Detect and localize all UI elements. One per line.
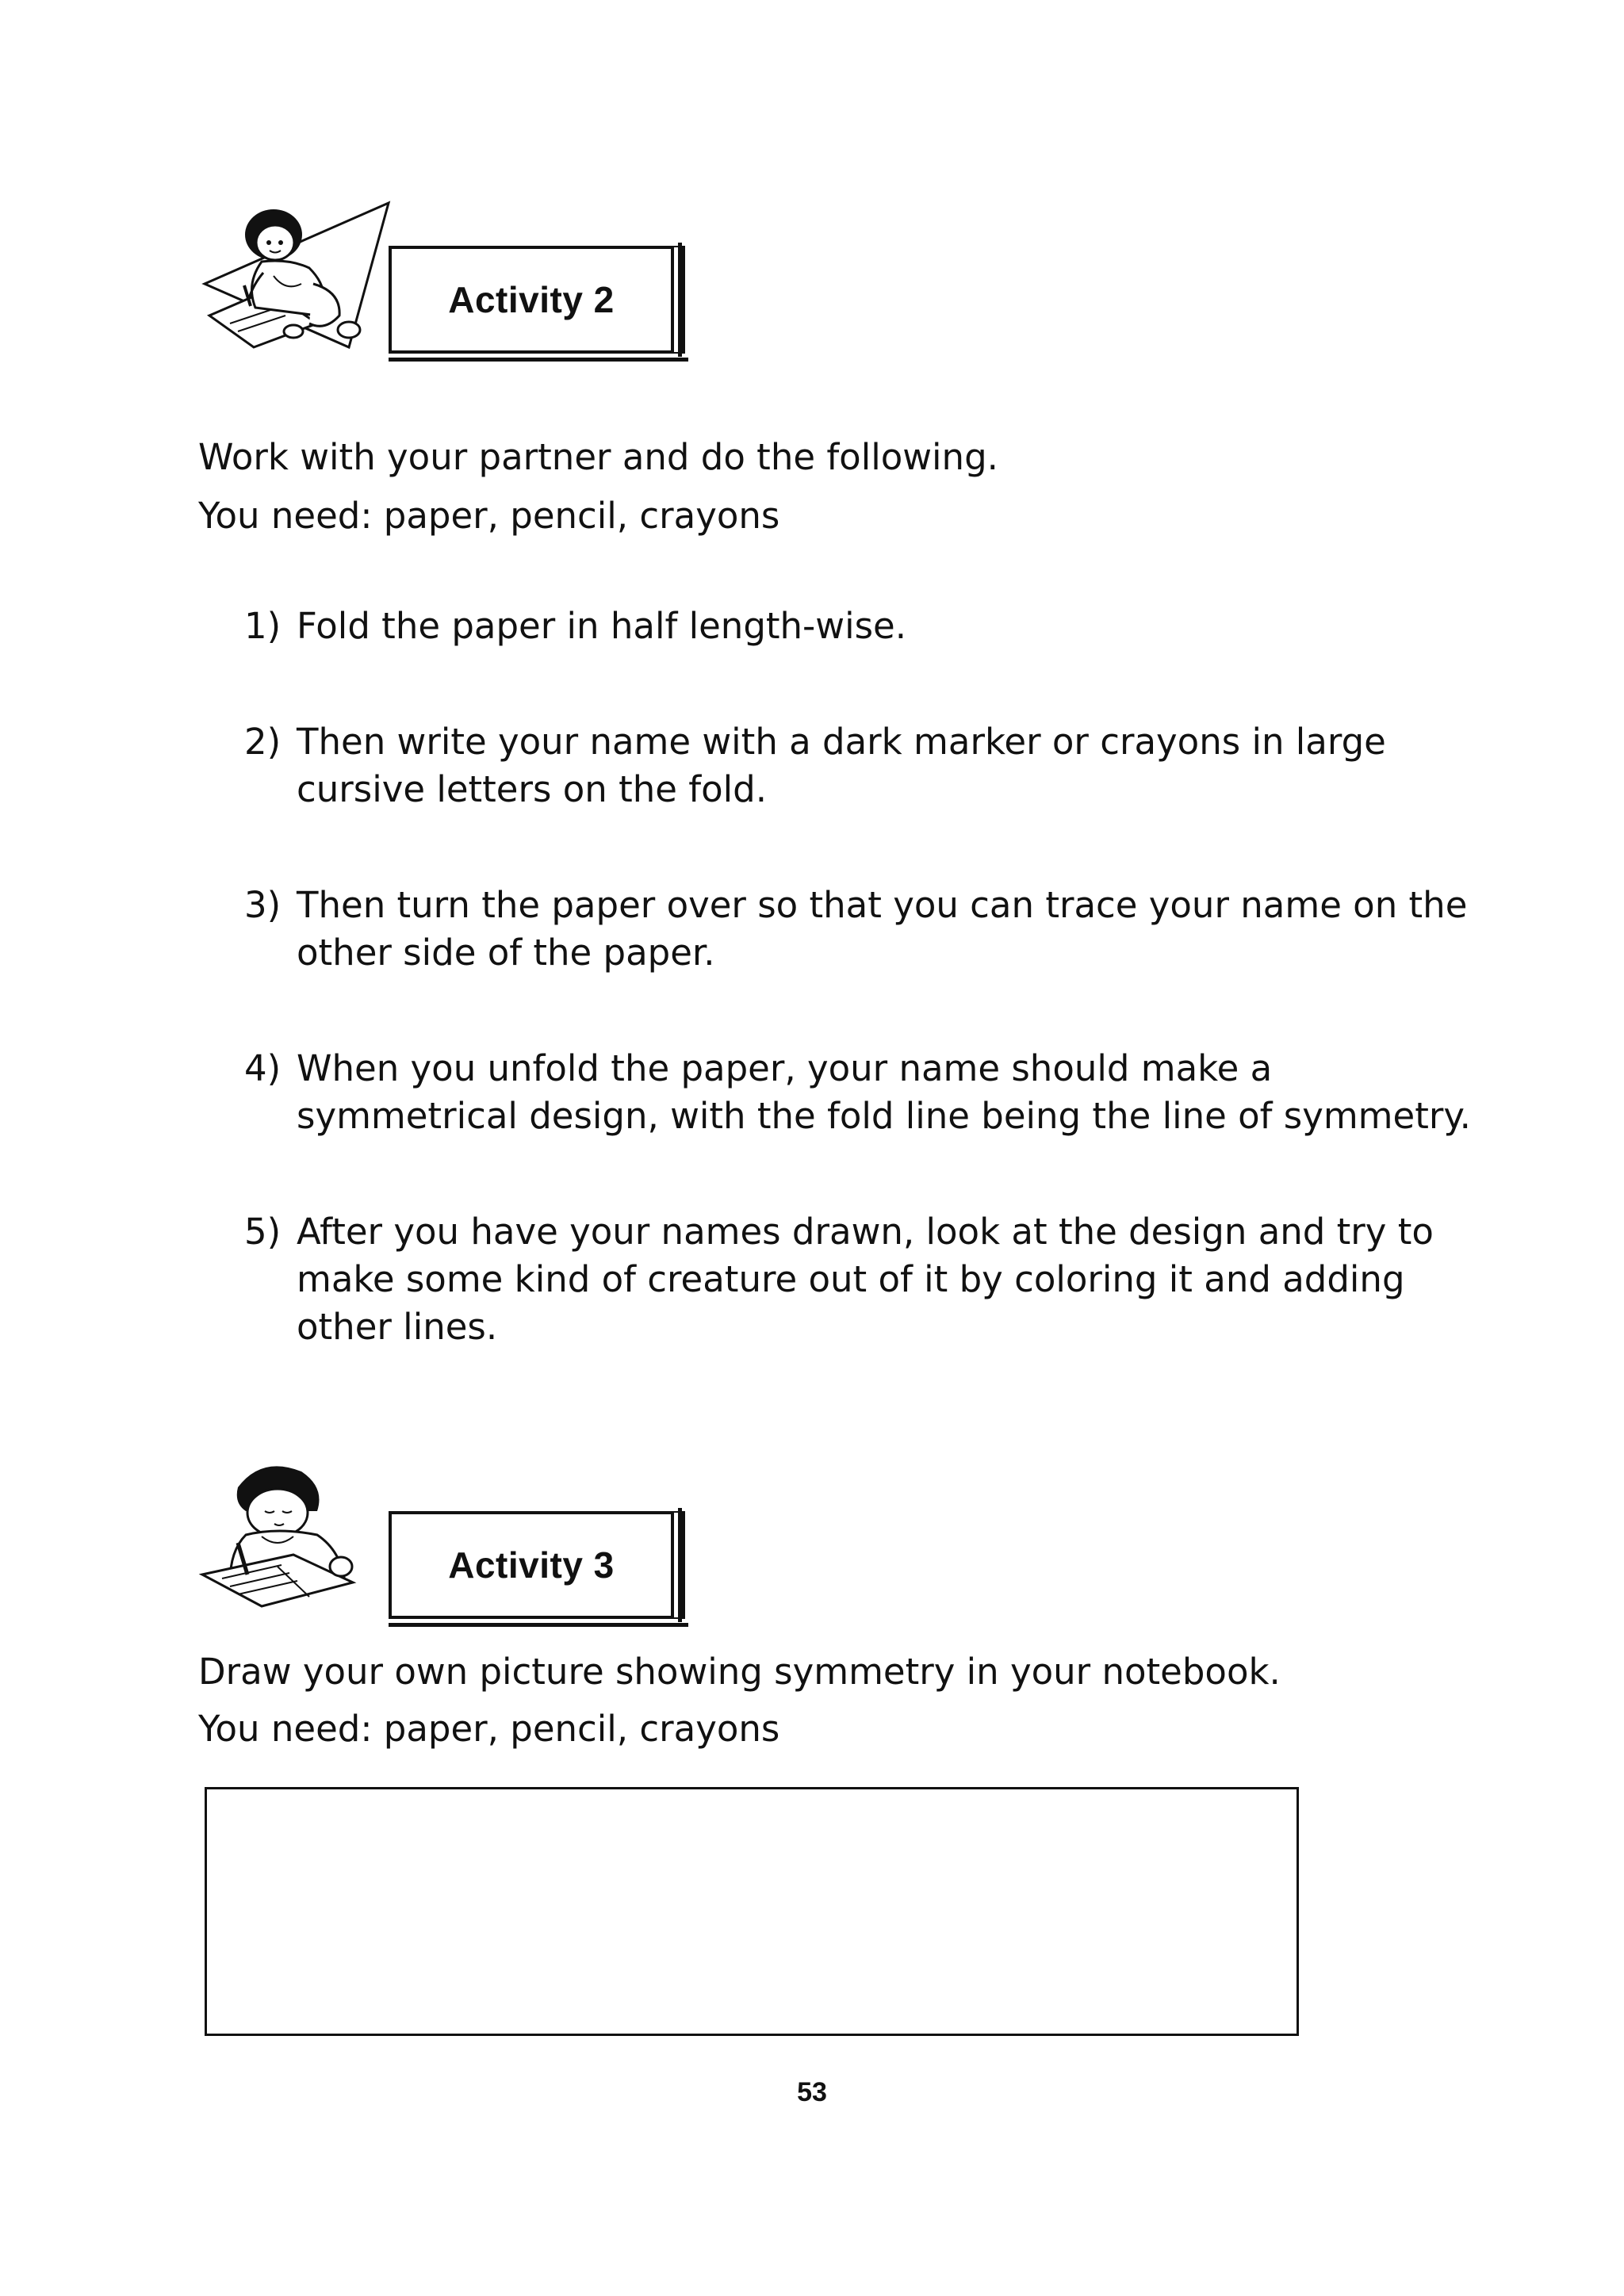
step-number: 4) — [244, 1047, 282, 1089]
girl-drawing-illustration — [198, 197, 396, 355]
step-text: Then write your name with a dark marker or crayons in large cursive letters on the fold. — [297, 721, 1386, 810]
step-text: Fold the paper in half length-wise. — [297, 605, 907, 647]
activity-2-title: Activity 2 — [448, 279, 615, 320]
drawing-area-box[interactable] — [205, 1787, 1299, 2036]
activity-2-title-box — [389, 246, 674, 354]
step-5 — [244, 1208, 1481, 1351]
step-1 — [244, 603, 1481, 650]
activity-2-steps — [244, 603, 1481, 1419]
step-number: 2) — [244, 721, 282, 763]
title-box-underline — [389, 1623, 688, 1627]
step-number: 3) — [244, 884, 282, 926]
step-text: Then turn the paper over so that you can trace your name on the other side of the paper. — [297, 884, 1468, 974]
step-4 — [244, 1045, 1481, 1140]
activity-2-materials: You need: paper, pencil, crayons — [198, 495, 780, 537]
step-number: 1) — [244, 605, 282, 647]
activity-2-intro: Work with your partner and do the following. — [198, 436, 998, 478]
step-2 — [244, 718, 1481, 813]
page-number: 53 — [797, 2077, 827, 2107]
step-3 — [244, 882, 1481, 977]
boy-writing-illustration — [198, 1456, 389, 1614]
step-number: 5) — [244, 1211, 282, 1253]
activity-3-title-box — [389, 1511, 674, 1619]
activity-3-title: Activity 3 — [448, 1544, 615, 1586]
step-text: When you unfold the paper, your name should make a symmetrical design, with the fold line being the line of symmetry. — [297, 1047, 1471, 1137]
title-box-underline — [389, 358, 688, 362]
activity-3-materials: You need: paper, pencil, crayons — [198, 1708, 780, 1750]
step-text: After you have your names drawn, look at the design and try to make some kind of creature out of it by coloring it and adding other lines. — [297, 1211, 1434, 1348]
activity-3-intro: Draw your own picture showing symmetry in your notebook. — [198, 1651, 1281, 1693]
